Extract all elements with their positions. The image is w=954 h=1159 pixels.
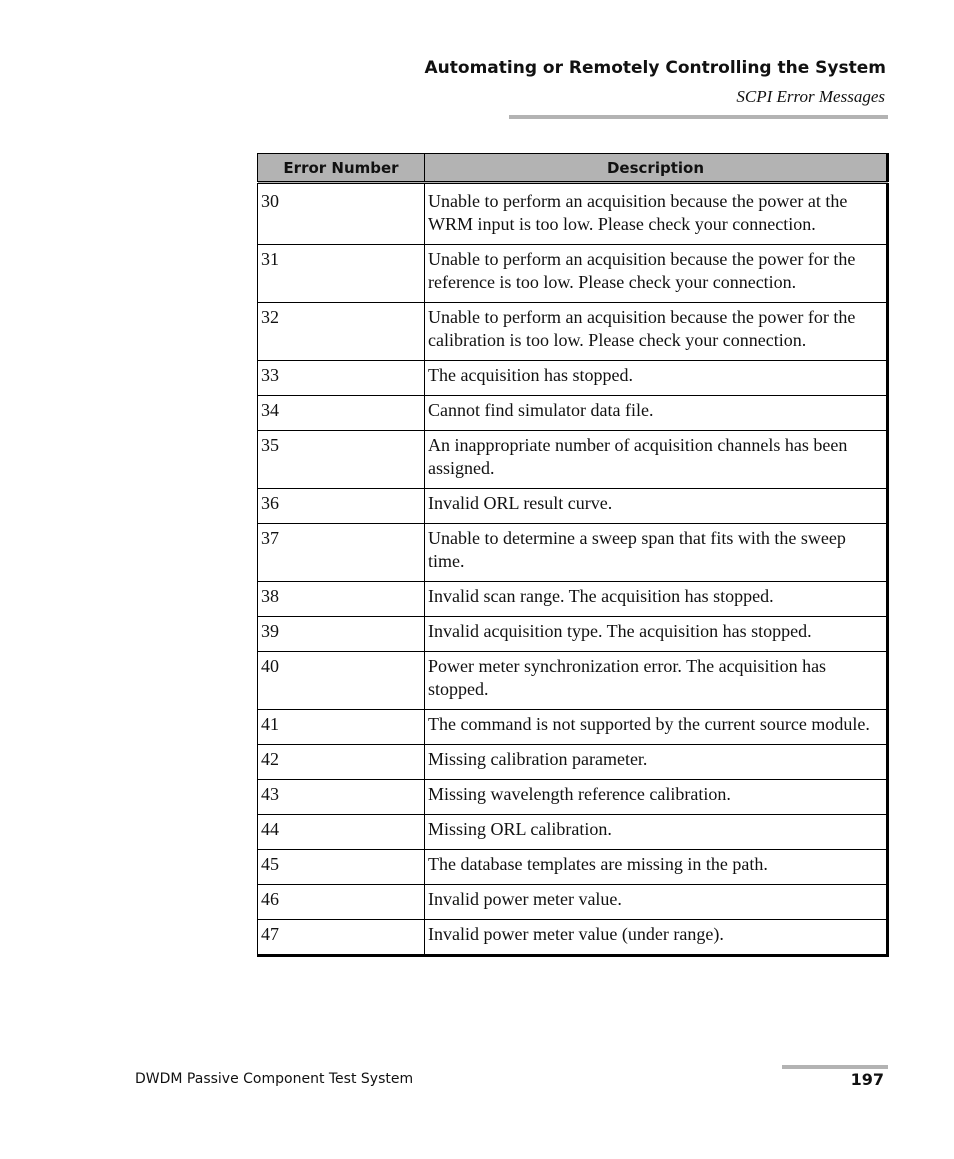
section-title: Automating or Remotely Controlling the System <box>424 58 886 78</box>
error-number-cell: 34 <box>258 396 425 431</box>
error-number-cell: 40 <box>258 652 425 710</box>
error-description-cell: Invalid ORL result curve. <box>425 489 888 524</box>
error-number-cell: 44 <box>258 815 425 850</box>
error-description-cell: Unable to perform an acquisition because the power for the calibration is too low. Please check your connection. <box>425 303 888 361</box>
section-subtitle: SCPI Error Messages <box>736 87 885 106</box>
error-number-cell: 47 <box>258 920 425 956</box>
page-number: 197 <box>850 1070 884 1089</box>
error-description-cell: Missing wavelength reference calibration. <box>425 780 888 815</box>
table-row <box>258 396 888 431</box>
error-number-cell: 32 <box>258 303 425 361</box>
table-row <box>258 582 888 617</box>
table-row <box>258 245 888 303</box>
error-description-cell: Invalid power meter value (under range). <box>425 920 888 956</box>
error-description-cell: Unable to determine a sweep span that fits with the sweep time. <box>425 524 888 582</box>
error-number-cell: 31 <box>258 245 425 303</box>
table-row <box>258 780 888 815</box>
table-row <box>258 920 888 956</box>
error-number-cell: 38 <box>258 582 425 617</box>
header-divider <box>509 115 888 119</box>
column-header-description: Description <box>425 154 888 183</box>
error-description-cell: An inappropriate number of acquisition channels has been assigned. <box>425 431 888 489</box>
error-number-cell: 33 <box>258 361 425 396</box>
table-row <box>258 183 888 245</box>
footer-divider <box>782 1065 888 1069</box>
footer-product-name: DWDM Passive Component Test System <box>135 1071 414 1087</box>
table-row <box>258 303 888 361</box>
table-row <box>258 617 888 652</box>
error-table <box>257 153 889 957</box>
error-description-cell: The command is not supported by the current source module. <box>425 710 888 745</box>
table-row <box>258 815 888 850</box>
error-description-cell: The acquisition has stopped. <box>425 361 888 396</box>
error-number-cell: 36 <box>258 489 425 524</box>
error-number-cell: 45 <box>258 850 425 885</box>
error-number-cell: 30 <box>258 183 425 245</box>
table-row <box>258 489 888 524</box>
table-row <box>258 361 888 396</box>
error-number-cell: 42 <box>258 745 425 780</box>
error-number-cell: 46 <box>258 885 425 920</box>
table-row <box>258 524 888 582</box>
error-number-cell: 41 <box>258 710 425 745</box>
error-description-cell: Unable to perform an acquisition because the power at the WRM input is too low. Please check your connection. <box>425 183 888 245</box>
error-description-cell: Invalid power meter value. <box>425 885 888 920</box>
error-description-cell: Invalid scan range. The acquisition has stopped. <box>425 582 888 617</box>
error-number-cell: 39 <box>258 617 425 652</box>
error-number-cell: 35 <box>258 431 425 489</box>
error-number-cell: 37 <box>258 524 425 582</box>
table-body <box>258 183 888 956</box>
error-description-cell: Power meter synchronization error. The acquisition has stopped. <box>425 652 888 710</box>
error-number-cell: 43 <box>258 780 425 815</box>
error-description-cell: Cannot find simulator data file. <box>425 396 888 431</box>
table-row <box>258 652 888 710</box>
error-description-cell: Invalid acquisition type. The acquisition has stopped. <box>425 617 888 652</box>
error-description-cell: Missing calibration parameter. <box>425 745 888 780</box>
table-header-row <box>258 154 888 183</box>
error-description-cell: Missing ORL calibration. <box>425 815 888 850</box>
table-row <box>258 710 888 745</box>
error-description-cell: Unable to perform an acquisition because the power for the reference is too low. Please check your connection. <box>425 245 888 303</box>
column-header-error-number: Error Number <box>258 154 425 183</box>
table-row <box>258 850 888 885</box>
table-row <box>258 745 888 780</box>
table-row <box>258 431 888 489</box>
table-row <box>258 885 888 920</box>
error-description-cell: The database templates are missing in the path. <box>425 850 888 885</box>
